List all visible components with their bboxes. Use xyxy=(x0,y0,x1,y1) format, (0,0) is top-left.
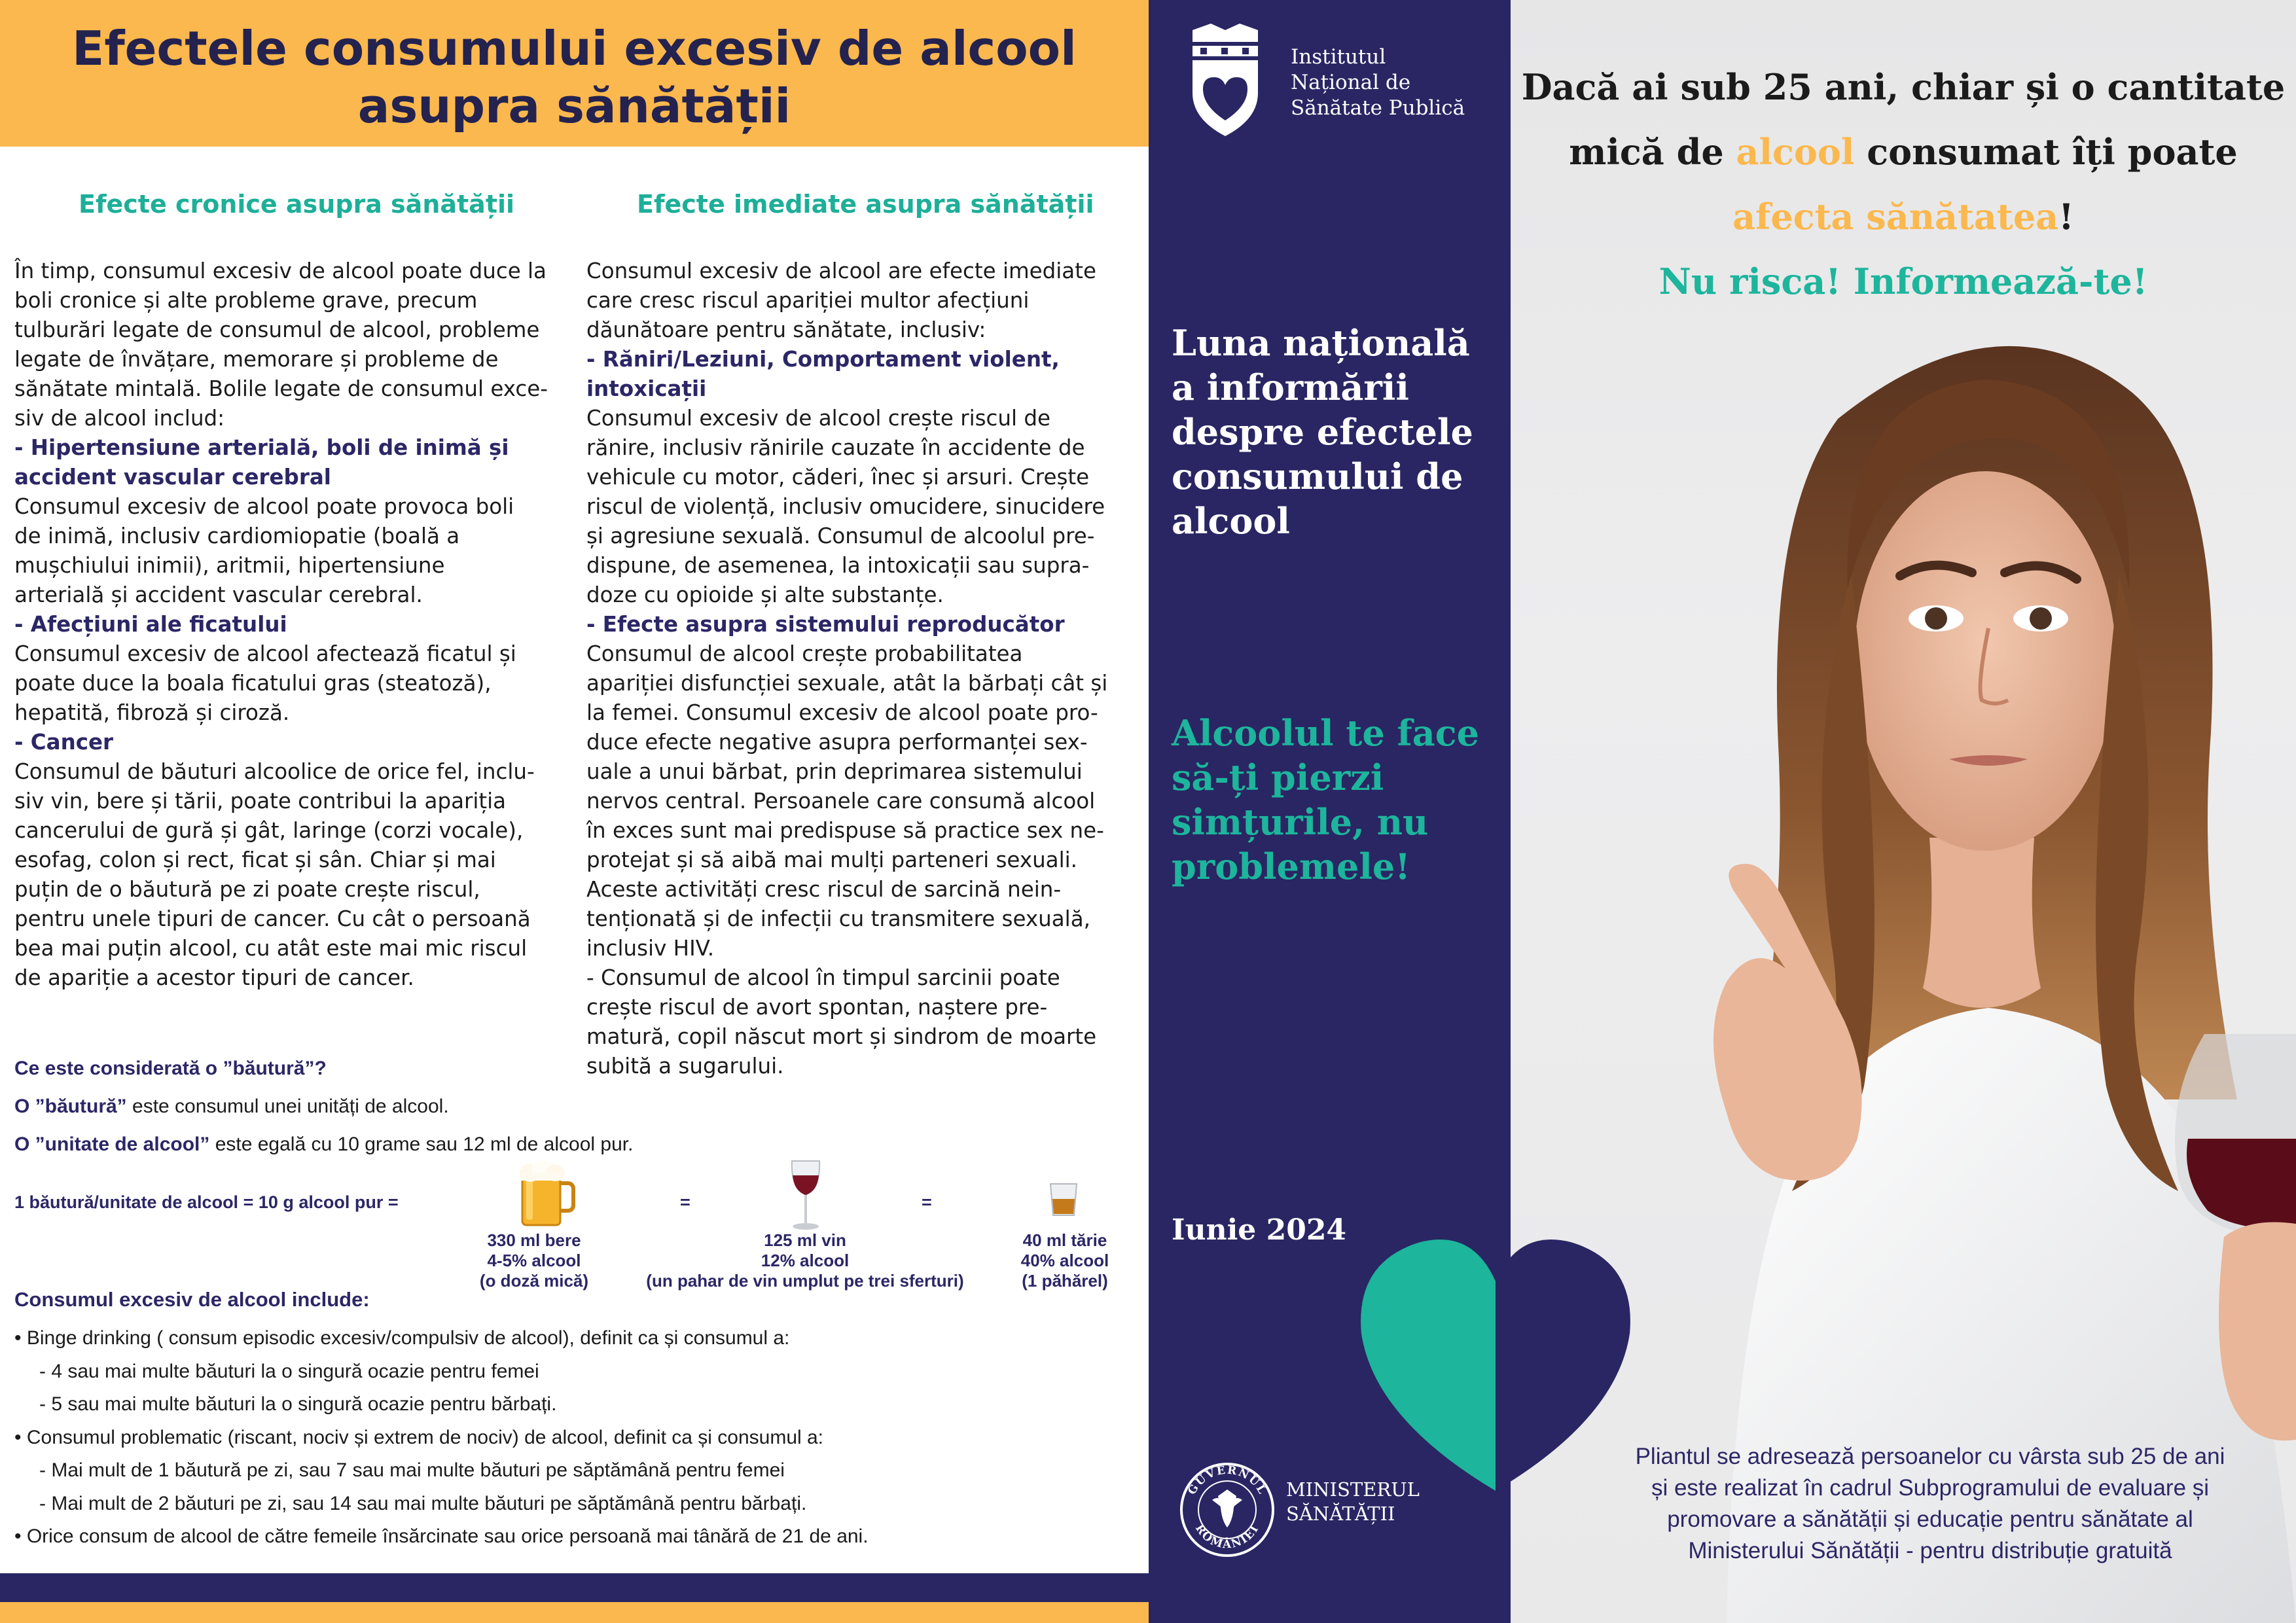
chronic-text-line: În timp, consumul excesiv de alcool poate duce la xyxy=(14,259,547,283)
immediate-text-line: tenționată și de infecții cu transmitere sexuală, xyxy=(586,906,1090,931)
immediate-text-line: uale a unui bărbat, prin deprimarea sistemului xyxy=(586,759,1083,784)
immediate-text-line: Consumul de alcool crește probabilitatea xyxy=(586,641,1023,666)
excessive-consumption-list xyxy=(14,1322,869,1554)
list-item: - Mai mult de 2 băuturi pe zi, sau 14 sau mai multe băuturi pe săptămână pentru bărbați. xyxy=(39,1492,807,1514)
drink-definition: O ”băutură” este consumul unei unități de alcool. xyxy=(14,1096,449,1117)
list-item: - 4 sau mai multe băuturi la o singură ocazie pentru femei xyxy=(39,1360,539,1382)
chronic-text-line: pentru unele tipuri de cancer. Cu cât o persoană xyxy=(14,906,531,931)
drink-label-spirits: 40 ml tărie 40% alcool (1 păhărel) xyxy=(1020,1230,1109,1291)
ministry-name: MINISTERUL SĂNĂTĂȚII xyxy=(1286,1478,1420,1525)
chronic-text-line: Consumul excesiv de alcool poate provoca boli xyxy=(14,494,514,519)
institute-name: Institutul Național de Sănătate Publică xyxy=(1291,45,1465,120)
chronic-text-line: de apariție a acestor tipuri de cancer. xyxy=(14,965,414,990)
campaign-slogan: Alcoolul te face să-ți pierzi simțurile, nu problemele! xyxy=(1172,712,1479,887)
chronic-text-line: siv vin, bere și tării, poate contribui la apariția xyxy=(14,789,507,813)
immediate-text-line: matură, copil născut mort și sindrom de moarte xyxy=(586,1024,1097,1049)
immediate-text-line: doze cu opioide și alte substanțe. xyxy=(586,582,944,607)
list-item: • Consumul problematic (riscant, nociv și extrem de nociv) de alcool, definit ca și consumul a: xyxy=(14,1426,824,1448)
immediate-text-line: Consumul excesiv de alcool crește riscul de xyxy=(586,406,1050,431)
immediate-text-line: care cresc riscul apariției multor afecțiuni xyxy=(586,288,1030,313)
immediate-text-line: subită a sugarului. xyxy=(586,1054,784,1079)
wine-glass-icon xyxy=(788,1158,823,1232)
chronic-effects-text xyxy=(14,257,571,993)
chronic-text-line: Consumul de băuturi alcoolice de orice fel, inclu- xyxy=(14,759,535,784)
excessive-consumption-heading: Consumul excesiv de alcool include: xyxy=(14,1288,370,1311)
immediate-text-line: protejat și să aibă mai mulți parteneri sexuali. xyxy=(586,847,1077,872)
chronic-text-line: hepatită, fibroză și ciroză. xyxy=(14,700,290,725)
insp-logo-icon xyxy=(1183,22,1266,140)
page-title xyxy=(0,20,1149,135)
immediate-text-line: și agresiune sexuală. Consumul de alcoolul pre- xyxy=(586,524,1095,548)
chronic-text-line: siv de alcool includ: xyxy=(14,406,225,431)
chronic-text-line: legate de învățare, memorare și probleme de xyxy=(14,347,499,372)
immediate-text-line: dispune, de asemenea, la intoxicații sau supra- xyxy=(586,553,1090,578)
chronic-text-line: esofag, colon și rect, ficat și sân. Chiar și mai xyxy=(14,847,496,872)
chronic-text-line: arterială și accident vascular cerebral. xyxy=(14,582,423,607)
government-seal-icon xyxy=(1178,1461,1276,1559)
immediate-text-line: riscul de violență, inclusiv omucidere, sinucidere xyxy=(586,494,1105,519)
chronic-text-line: - Afecțiuni ale ficatului xyxy=(14,612,287,637)
right-headline: Dacă ai sub 25 ani, chiar și o cantitate mică de alcool consumat îți poate afecta sănătatea! Nu risca! Informează-te! xyxy=(1521,66,2286,302)
chronic-text-line: de inimă, inclusiv cardiomiopatie (boală a xyxy=(14,524,460,548)
chronic-text-line: Consumul excesiv de alcool afectează ficatul și xyxy=(14,641,516,666)
list-item: - 5 sau mai multe băuturi la o singură ocazie pentru bărbați. xyxy=(39,1393,557,1415)
svg-text:GUVERNUL: GUVERNUL xyxy=(1185,1463,1269,1497)
immediate-text-line: - Efecte asupra sistemului reproducător xyxy=(586,612,1065,637)
alcohol-unit-definition: O ”unitate de alcool” este egală cu 10 grame sau 12 ml de alcool pur. xyxy=(14,1133,634,1155)
chronic-effects-heading: Efecte cronice asupra sănătății xyxy=(79,190,515,219)
immediate-text-line: la femei. Consumul excesiv de alcool poate pro- xyxy=(586,700,1098,725)
immediate-text-line: inclusiv HIV. xyxy=(586,936,715,961)
immediate-text-line: - Consumul de alcool în timpul sarcinii poate xyxy=(586,965,1060,990)
equals-sign-2: = xyxy=(922,1192,932,1212)
immediate-text-line: duce efecte negative asupra performanței sex- xyxy=(586,730,1088,755)
immediate-text-line: dăunătoare pentru sănătate, inclusiv: xyxy=(586,317,986,342)
immediate-text-line: - Răniri/Leziuni, Comportament violent, intoxicații xyxy=(586,347,1060,401)
list-item: • Binge drinking ( consum episodic excesiv/compulsiv de alcool), definit ca și consumul a: xyxy=(14,1327,790,1349)
equals-sign-1: = xyxy=(680,1192,691,1212)
title-line-2: asupra sănătății xyxy=(357,79,791,134)
chronic-text-line: sănătate mintală. Bolile legate de consumul exce- xyxy=(14,376,548,401)
list-item: • Orice consum de alcool de către femeile însărcinate sau orice persoană mai tânără de 21 de ani. xyxy=(14,1525,869,1547)
beer-mug-icon xyxy=(517,1160,576,1228)
immediate-text-line: Consumul excesiv de alcool are efecte imediate xyxy=(586,259,1096,283)
bottom-yellow-stripe xyxy=(0,1602,1149,1623)
chronic-text-line: tulburări legate de consumul de alcool, probleme xyxy=(14,317,540,342)
immediate-effects-text xyxy=(586,257,1143,1081)
immediate-text-line: vehicule cu motor, căderi, înec și arsuri. Crește xyxy=(586,465,1090,490)
list-item: - Mai mult de 1 băutură pe zi, sau 7 sau mai multe băuturi pe săptămână pentru femei xyxy=(39,1459,785,1481)
equation-label: 1 băutură/unitate de alcool = 10 g alcool pur = xyxy=(14,1192,399,1212)
shot-glass-icon xyxy=(1049,1182,1079,1217)
chronic-text-line: puțin de o băutură pe zi poate crește riscul, xyxy=(14,877,480,902)
immediate-text-line: crește riscul de avort spontan, naștere pre- xyxy=(586,995,1048,1020)
chronic-text-line: - Hipertensiune arterială, boli de inimă și xyxy=(14,435,509,460)
chronic-text-line: - Cancer xyxy=(14,730,114,755)
chronic-text-line: bea mai puțin alcool, cu atât este mai mic riscul xyxy=(14,936,528,961)
chronic-text-line: poate duce la boala ficatului gras (steatoză), xyxy=(14,671,492,696)
immediate-text-line: Aceste activități cresc riscul de sarcină nein- xyxy=(586,877,1062,902)
campaign-title: Luna națională a informării despre efectele consumului de alcool xyxy=(1172,322,1473,542)
svg-text:ROMÂNIEI: ROMÂNIEI xyxy=(1192,1522,1262,1552)
drink-label-wine: 125 ml vin 12% alcool (un pahar de vin umplut pe trei sferturi) xyxy=(646,1230,964,1291)
chronic-text-line: boli cronice și alte probleme grave, precum xyxy=(14,288,478,313)
chronic-text-line: mușchiului inimii), aritmii, hipertensiune xyxy=(14,553,445,578)
campaign-date: Iunie 2024 xyxy=(1172,1213,1347,1247)
immediate-text-line: apariției disfuncției sexuale, atât la bărbați cât și xyxy=(586,671,1108,696)
chronic-text-line: cancerului de gură și gât, laringe (corzi vocale), xyxy=(14,818,524,843)
immediate-text-line: rănire, inclusiv rănirile cauzate în accidente de xyxy=(586,435,1085,460)
immediate-text-line: în exces sunt mai predispuse să practice sex ne- xyxy=(586,818,1104,843)
title-banner xyxy=(0,0,1149,147)
title-line-1: Efectele consumului excesiv de alcool xyxy=(72,21,1077,76)
leaflet-footer-note: Pliantul se adresează persoanelor cu vârsta sub 25 de ani și este realizat în cadrul Subprogramului de evaluare și promovare a sănătății și educație pentru sănătate al Ministerului Sănătății - pentru distribuție gratuită xyxy=(1635,1444,2225,1563)
drink-question: Ce este considerată o ”băutură”? xyxy=(14,1058,327,1079)
bottom-navy-stripe xyxy=(0,1573,1149,1602)
chronic-text-line: accident vascular cerebral xyxy=(14,465,331,490)
immediate-effects-heading: Efecte imediate asupra sănătății xyxy=(637,190,1094,219)
immediate-text-line: nervos central. Persoanele care consumă alcool xyxy=(586,789,1096,813)
drink-label-beer: 330 ml bere 4-5% alcool (o doză mică) xyxy=(479,1230,589,1291)
